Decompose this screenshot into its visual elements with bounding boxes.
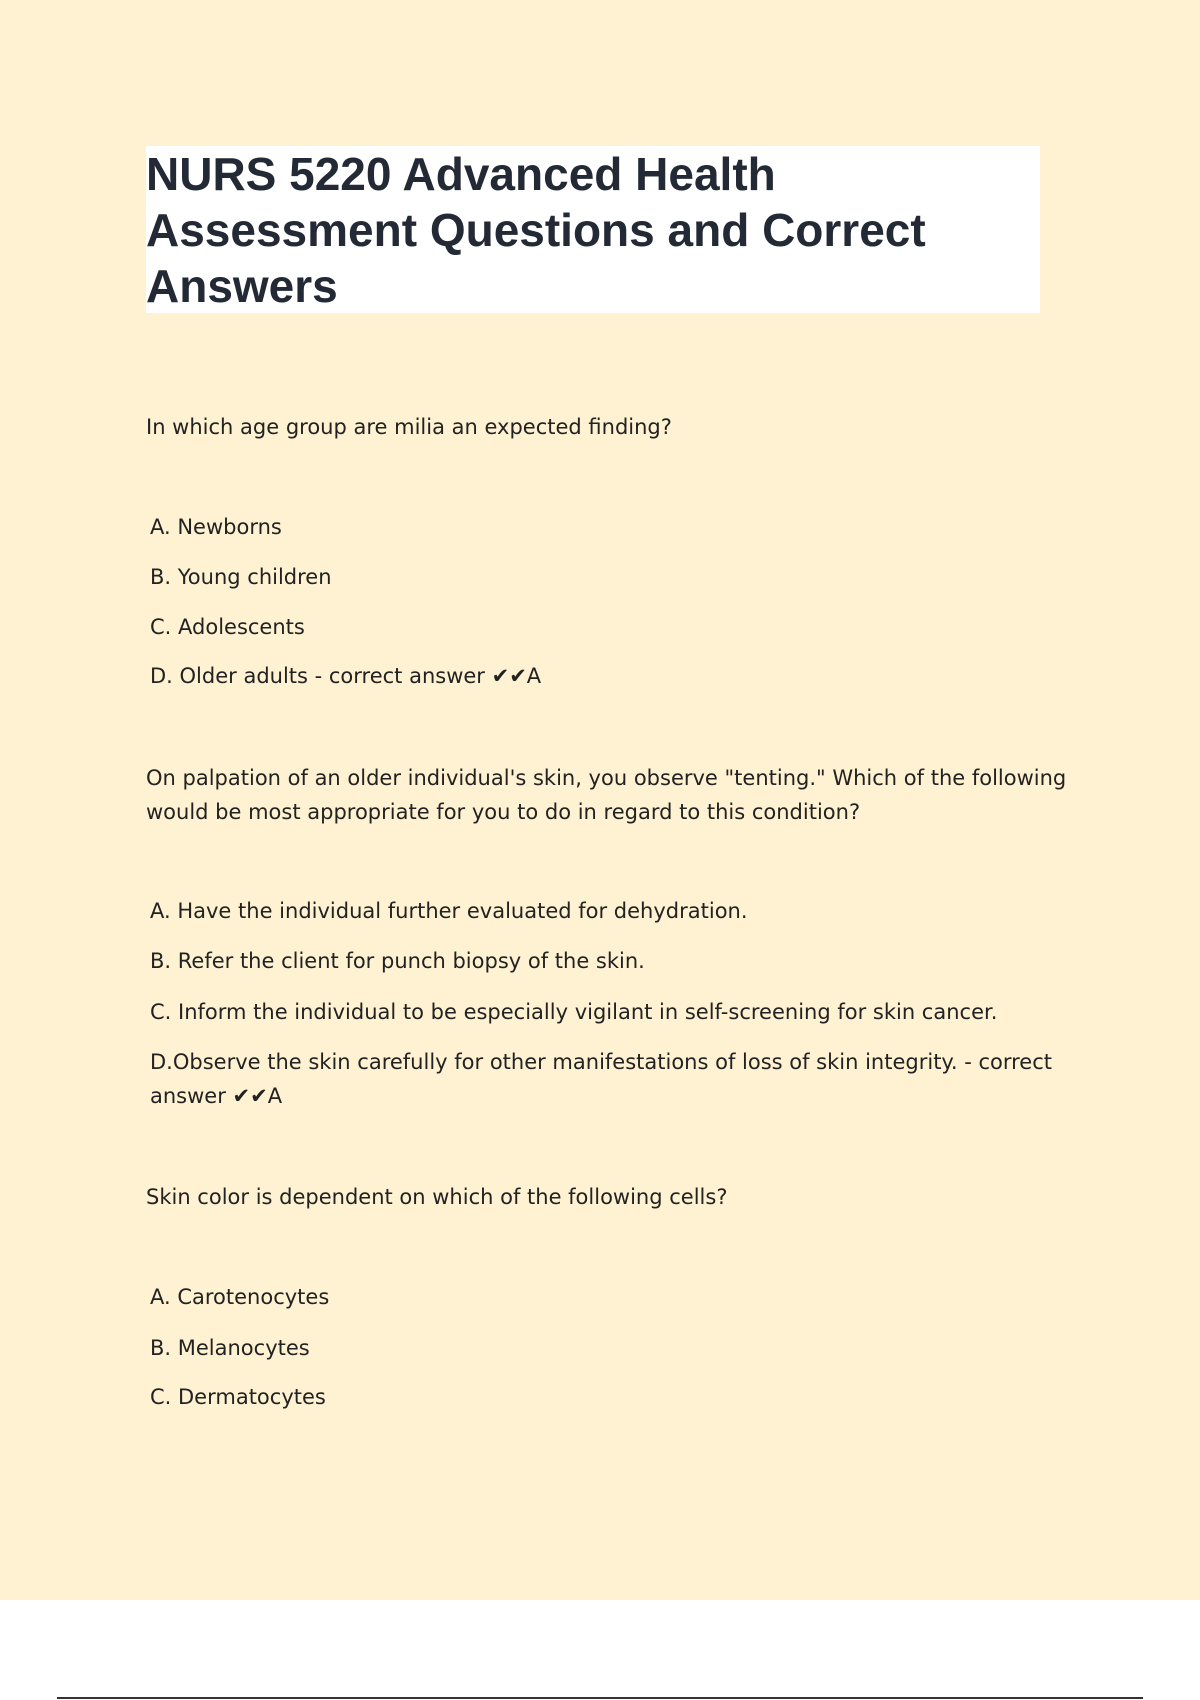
answer-option: D. Older adults - correct answer ✔✔A [150,664,542,688]
answer-option: A. Newborns [150,515,282,539]
answer-option: A. Have the individual further evaluated for dehydration. [150,899,748,923]
answer-option: C. Adolescents [150,615,305,639]
title-box [146,146,1040,313]
answer-option: A. Carotenocytes [150,1285,330,1309]
answer-option: C. Inform the individual to be especially vigilant in self-screening for skin cancer. [150,1000,998,1024]
question-prompt: In which age group are milia an expected finding? [146,415,672,439]
question-block-2 [146,761,1076,829]
answer-option: B. Melanocytes [150,1336,310,1360]
question-block-3 [146,1180,1076,1214]
document-title: NURS 5220 Advanced Health Assessment Questions and Correct Answers [146,148,926,312]
question-prompt: Skin color is dependent on which of the following cells? [146,1185,728,1209]
answer-option: B. Refer the client for punch biopsy of the skin. [150,949,645,973]
question-prompt: On palpation of an older individual's skin, you observe "tenting." Which of the following would be most appropriate for you to do in regard to this condition? [146,766,1067,824]
question-block-1 [146,410,1076,444]
footer-divider [57,1697,1143,1699]
answer-option: C. Dermatocytes [150,1385,326,1409]
answer-option: D.Observe the skin carefully for other manifestations of loss of skin integrity. - correct answer ✔✔A [150,1050,1052,1108]
answer-option: B. Young children [150,565,332,589]
